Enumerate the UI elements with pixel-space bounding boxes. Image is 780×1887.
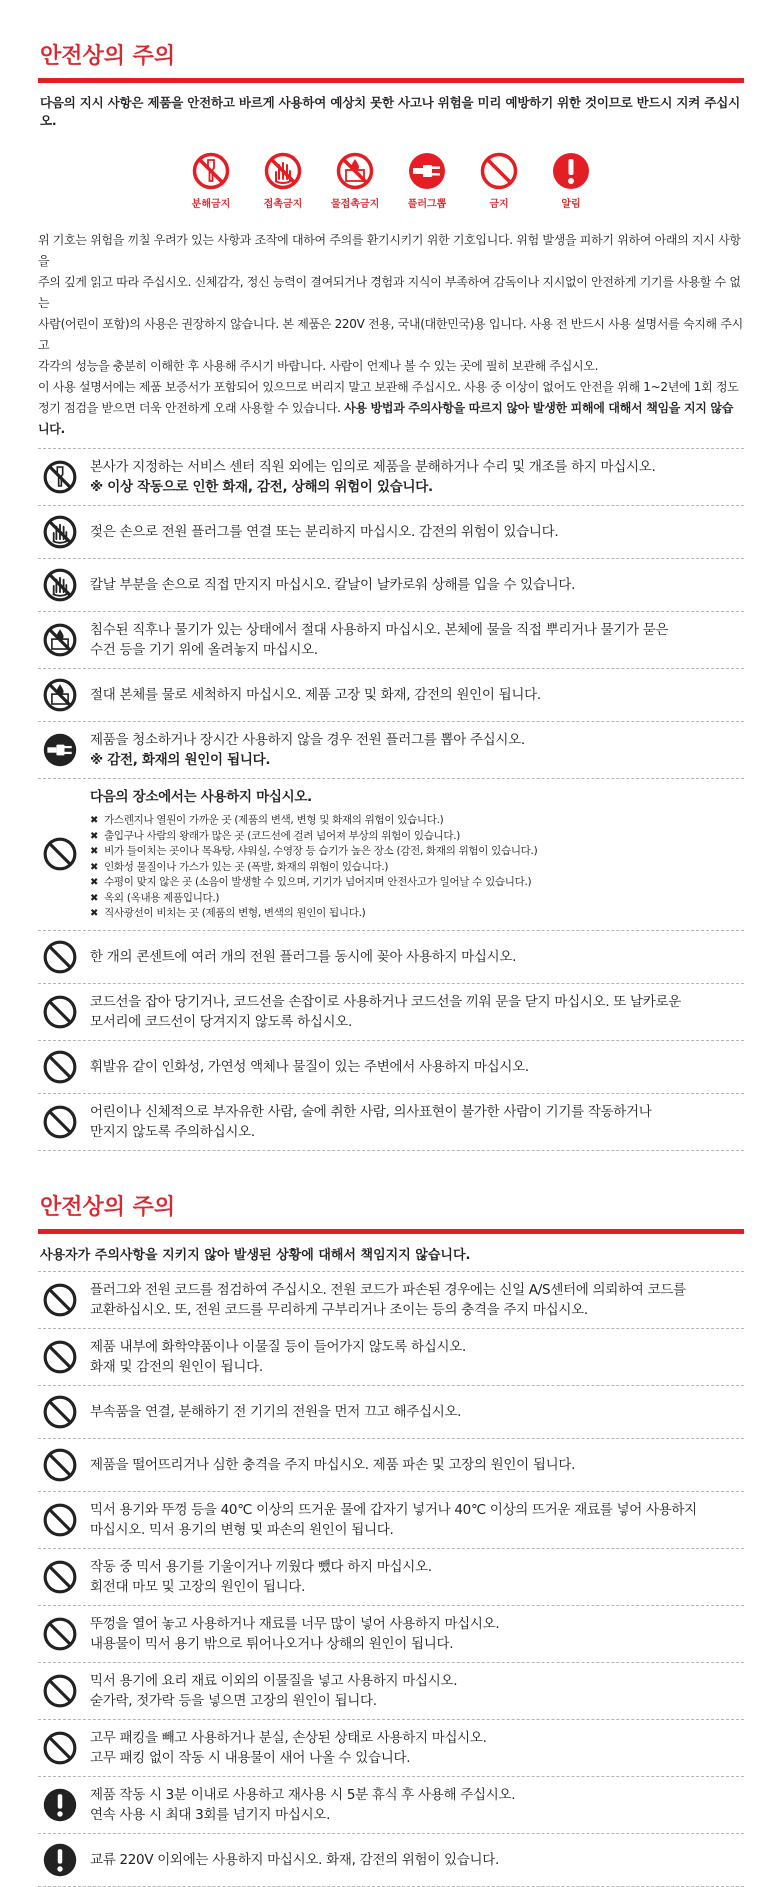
warning-emphasis: ※ 감전, 화재의 원인이 됩니다.	[90, 752, 271, 768]
warning-line: 침수된 직후나 물기가 있는 상태에서 절대 사용하지 마십시오. 본체에 물을 직접 뿌리거나 물기가 묻은	[90, 622, 669, 638]
symbol-label: 플러그뽑	[407, 199, 447, 210]
prohibited-icon	[42, 1282, 78, 1318]
warning-text	[90, 1455, 575, 1475]
warning-text	[90, 730, 525, 770]
warning-line: 뚜껑을 열어 놓고 사용하거나 재료를 너무 많이 넣어 사용하지 마십시오.	[90, 1615, 500, 1632]
warning-line: 플러그와 전원 코드를 점검하여 주십시오. 전원 코드가 파손된 경우에는 신일 A/S센터에 의뢰하여 코드를	[90, 1281, 686, 1298]
description-text: 정기 점검을 받으면 더욱 안전하게 오래 사용할 수 있습니다.	[38, 401, 341, 415]
warning-line: 연속 사용 시 최대 3회를 넘기지 마십시오.	[90, 1806, 331, 1823]
warning-text	[90, 1785, 515, 1825]
notice-icon	[42, 1787, 78, 1823]
location-item	[90, 844, 537, 860]
warning-text	[90, 947, 516, 967]
unplug-icon	[403, 151, 451, 191]
bullet-x-icon: ✖	[90, 877, 99, 888]
warning-text	[90, 685, 541, 705]
location-item	[90, 829, 537, 845]
warning-line: 제품 내부에 화학약품이나 이물질 등이 들어가지 않도록 하십시오.	[90, 1338, 466, 1355]
symbol-notice	[547, 151, 595, 210]
warning-line: 고무 패킹을 빼고 사용하거나 분실, 손상된 상태로 사용하지 마십시오.	[90, 1729, 487, 1746]
warning-item	[38, 611, 744, 668]
warning-item	[38, 1040, 744, 1093]
location-text: 수평이 맞지 않은 곳 (소음이 발생할 수 있으며, 기기가 넘어지며 안전사고가 일어날 수 있습니다.)	[104, 876, 532, 888]
warning-line: 제품 작동 시 3분 이내로 사용하고 재사용 시 5분 휴식 후 사용해 주십시오.	[90, 1786, 516, 1803]
section1-intro: 다음의 지시 사항은 제품을 안전하고 바르게 사용하여 예상치 못한 사고나 위험을 미리 예방하기 위한 것이므로 반드시 지켜 주십시오.	[40, 95, 740, 128]
warning-text	[90, 620, 668, 660]
warning-text	[90, 522, 558, 542]
symbol-description	[38, 230, 744, 440]
warning-item	[38, 1605, 744, 1662]
warning-text	[90, 1850, 499, 1870]
warning-text	[90, 1614, 499, 1654]
description-line: 주의 깊게 읽고 따라 주십시오. 신체감각, 정신 능력이 결여되거나 경험과 지식이 부족하여 감독이나 지시없이 안전하게 기기를 사용할 수 없는	[38, 275, 741, 310]
prohibited-icon	[475, 151, 523, 191]
liability-notice: 사용 방법과 주의사항을 따르지 않아 발생한 피해에 대해서 책임을 지지 않습니다.	[38, 401, 733, 436]
no-touch-icon	[42, 567, 78, 603]
warning-text	[90, 992, 681, 1032]
description-line: 사람(어린이 포함)의 사용은 권장하지 않습니다. 본 제품은 220V 전용, 국내(대한민국)용 입니다. 사용 전 반드시 사용 설명서를 숙지해 주시고	[38, 317, 743, 352]
prohibited-icon	[42, 1559, 78, 1595]
location-item	[90, 813, 537, 829]
warning-item	[38, 1776, 744, 1833]
warning-text	[90, 575, 575, 595]
section1-title: 안전상의 주의	[40, 44, 176, 69]
section2-title: 안전상의 주의	[40, 1194, 176, 1220]
no-disassembly-icon	[187, 151, 235, 191]
location-item	[90, 906, 537, 922]
warning-line: 믹서 용기와 뚜껑 등을 40℃ 이상의 뜨거운 물에 갑자기 넣거나 40℃ 이상의 뜨거운 재료를 넣어 사용하지	[90, 1501, 697, 1518]
warning-text	[90, 1402, 461, 1422]
symbol-label: 분해금지	[191, 199, 231, 210]
warning-line: 교류 220V 이외에는 사용하지 마십시오. 화재, 감전의 위험이 있습니다.	[90, 1851, 499, 1868]
warning-item	[38, 1548, 744, 1605]
no-disassembly-icon	[42, 459, 78, 495]
warning-line: 고무 패킹 없이 작동 시 내용물이 새어 나올 수 있습니다.	[90, 1749, 411, 1766]
location-text: 인화성 물질이나 가스가 있는 곳 (폭발, 화재의 위험이 있습니다.)	[104, 860, 389, 873]
no-water-contact-icon	[42, 677, 78, 713]
warning-line: 칼날 부분을 손으로 직접 만지지 마십시오. 칼날이 날카로워 상해를 입을 수 있습니다.	[90, 577, 576, 593]
warning-line: 화재 및 감전의 원인이 됩니다.	[90, 1358, 263, 1375]
symbol-label: 금지	[489, 199, 509, 210]
no-touch-icon	[259, 151, 307, 191]
warning-heading: 다음의 장소에서는 사용하지 마십시오.	[90, 789, 312, 805]
warning-item	[38, 930, 744, 983]
section2-intro: 사용자가 주의사항을 지키지 않아 발생된 상황에 대해서 책임지지 않습니다.	[40, 1247, 471, 1263]
warning-line: 한 개의 콘센트에 여러 개의 전원 플러그를 동시에 꽂아 사용하지 마십시오.	[90, 948, 517, 965]
notice-icon	[42, 1842, 78, 1878]
prohibited-icon	[42, 1104, 78, 1140]
warning-item	[38, 1385, 744, 1438]
section2-warning-list	[38, 1271, 744, 1887]
warning-line: 절대 본체를 물로 세척하지 마십시오. 제품 고장 및 화재, 감전의 원인이 됩니다.	[90, 687, 541, 703]
symbol-no-disassembly	[187, 151, 235, 210]
description-line: 위 기호는 위험을 끼칠 우려가 있는 사항과 조작에 대하여 주의를 환기시키기 위한 기호입니다. 위험 발생을 피하기 위하여 아래의 지시 사항을	[38, 233, 741, 268]
unplug-icon	[42, 732, 78, 768]
warning-line: 모서리에 코드선이 당겨지지 않도록 하십시오.	[90, 1013, 353, 1030]
warning-item	[38, 1662, 744, 1719]
warning-text	[90, 1057, 529, 1077]
prohibited-icon	[42, 1339, 78, 1375]
location-text: 출입구나 사람의 왕래가 많은 곳 (코드선에 걸려 넘어져 부상의 위험이 있습니다.)	[104, 829, 461, 842]
section2-title-bar	[38, 1229, 744, 1234]
prohibited-icon	[42, 836, 78, 872]
no-touch-icon	[42, 514, 78, 550]
warning-line: 믹서 용기에 요리 재료 이외의 이물질을 넣고 사용하지 마십시오.	[90, 1672, 458, 1689]
warning-item	[38, 448, 744, 505]
no-water-contact-icon	[331, 151, 379, 191]
no-water-contact-icon	[42, 622, 78, 658]
warning-item	[38, 1271, 744, 1328]
symbol-prohibited	[475, 151, 523, 210]
symbol-legend	[38, 151, 744, 210]
prohibited-icon	[42, 1447, 78, 1483]
warning-line: 교환하십시오. 또, 전원 코드를 무리하게 구부리거나 조이는 등의 충격을 주지 마십시오.	[90, 1301, 588, 1318]
warning-text	[90, 1728, 487, 1768]
warning-item	[38, 721, 744, 778]
description-line: 각각의 성능을 충분히 이해한 후 사용해 주시기 바랍니다. 사람이 언제나 볼 수 있는 곳에 필히 보관해 주십시오.	[38, 359, 599, 373]
warning-item	[38, 558, 744, 611]
warning-item	[38, 1719, 744, 1776]
warning-line: 본사가 지정하는 서비스 센터 직원 외에는 임의로 제품을 분해하거나 수리 및 개조를 하지 마십시오.	[90, 459, 656, 475]
description-line	[38, 398, 744, 440]
bullet-x-icon: ✖	[90, 815, 99, 826]
bullet-x-icon: ✖	[90, 908, 99, 919]
warning-item	[38, 1328, 744, 1385]
symbol-no-touch	[259, 151, 307, 210]
warning-line: 수건 등을 기기 위에 올려놓지 마십시오.	[90, 642, 318, 658]
warning-line: 마십시오. 믹서 용기의 변형 및 파손의 원인이 됩니다.	[90, 1521, 394, 1538]
warning-item	[38, 1438, 744, 1491]
bullet-x-icon: ✖	[90, 861, 99, 873]
warning-line: 작동 중 믹서 용기를 기울이거나 끼웠다 뺐다 하지 마십시오.	[90, 1558, 432, 1575]
warning-item	[38, 1491, 744, 1548]
location-item	[90, 875, 537, 891]
warning-text	[90, 1557, 432, 1597]
prohibited-icon	[42, 1730, 78, 1766]
location-list	[90, 813, 537, 922]
warning-line: 회전대 마모 및 고장의 원인이 됩니다.	[90, 1578, 306, 1595]
warning-text	[90, 1102, 652, 1142]
warning-line: 만지지 않도록 주의하십시오.	[90, 1123, 255, 1140]
warning-item	[38, 505, 744, 558]
symbol-unplug	[403, 151, 451, 210]
warning-line: 부속품을 연결, 분해하기 전 기기의 전원을 먼저 끄고 해주십시오.	[90, 1403, 462, 1420]
warning-item	[38, 1833, 744, 1887]
section1-warning-list	[38, 448, 744, 1151]
warning-line: 내용물이 믹서 용기 밖으로 튀어나오거나 상해의 원인이 됩니다.	[90, 1635, 454, 1652]
warning-text	[90, 1671, 457, 1711]
prohibited-icon	[42, 939, 78, 975]
warning-item	[38, 983, 744, 1040]
warning-line: 휘발유 같이 인화성, 가연성 액체나 물질이 있는 주변에서 사용하지 마십시오.	[90, 1058, 529, 1075]
warning-line: 숟가락, 젓가락 등을 넣으면 고장의 원인이 됩니다.	[90, 1692, 377, 1709]
warning-emphasis: ※ 이상 작동으로 인한 화재, 감전, 상해의 위험이 있습니다.	[90, 479, 433, 495]
warning-line: 제품을 떨어뜨리거나 심한 충격을 주지 마십시오. 제품 파손 및 고장의 원인이 됩니다.	[90, 1456, 576, 1473]
description-line: 이 사용 설명서에는 제품 보증서가 포함되어 있으므로 버리지 말고 보관해 주십시오. 사용 중 이상이 없어도 안전을 위해 1~2년에 1회 정도	[38, 380, 739, 394]
warning-text	[90, 1337, 466, 1377]
warning-item	[38, 778, 744, 930]
location-text: 가스렌지나 열원이 가까운 곳 (제품의 변색, 변형 및 화재의 위험이 있습니다.)	[104, 814, 444, 826]
warning-text	[90, 457, 656, 497]
symbol-label: 접촉금지	[263, 199, 303, 210]
warning-text	[90, 1280, 686, 1320]
symbol-label: 물접촉금지	[331, 199, 380, 210]
warning-line: 젖은 손으로 전원 플러그를 연결 또는 분리하지 마십시오. 감전의 위험이 있습니다.	[90, 524, 559, 540]
warning-item	[38, 668, 744, 721]
warning-line: 제품을 청소하거나 장시간 사용하지 않을 경우 전원 플러그를 뽑아 주십시오.	[90, 732, 525, 748]
prohibited-icon	[42, 1673, 78, 1709]
location-item	[90, 891, 537, 907]
warning-text	[90, 787, 537, 922]
prohibited-icon	[42, 1502, 78, 1538]
section1-title-bar	[38, 78, 744, 83]
location-text: 비가 들이치는 곳이나 목욕탕, 샤워실, 수영장 등 습기가 높은 장소 (감전, 화재의 위험이 있습니다.)	[104, 845, 538, 857]
prohibited-icon	[42, 1049, 78, 1085]
prohibited-icon	[42, 994, 78, 1030]
warning-line: 코드선을 잡아 당기거나, 코드선을 손잡이로 사용하거나 코드선을 끼워 문을 닫지 마십시오. 또 날카로운	[90, 993, 681, 1010]
bullet-x-icon: ✖	[90, 892, 99, 904]
warning-text	[90, 1500, 697, 1540]
symbol-label: 알림	[561, 199, 581, 210]
bullet-x-icon: ✖	[90, 830, 99, 842]
prohibited-icon	[42, 1394, 78, 1430]
warning-item	[38, 1093, 744, 1151]
location-text: 옥외 (옥내용 제품입니다.)	[104, 891, 220, 904]
notice-icon	[547, 151, 595, 191]
location-item	[90, 860, 537, 876]
symbol-no-water	[331, 151, 379, 210]
location-text: 직사광선이 비치는 곳 (제품의 변형, 변색의 원인이 됩니다.)	[104, 907, 366, 919]
bullet-x-icon: ✖	[90, 846, 99, 857]
warning-line: 어린이나 신체적으로 부자유한 사람, 술에 취한 사람, 의사표현이 불가한 사람이 기기를 작동하거나	[90, 1103, 652, 1120]
section2	[38, 1191, 744, 1887]
prohibited-icon	[42, 1616, 78, 1652]
